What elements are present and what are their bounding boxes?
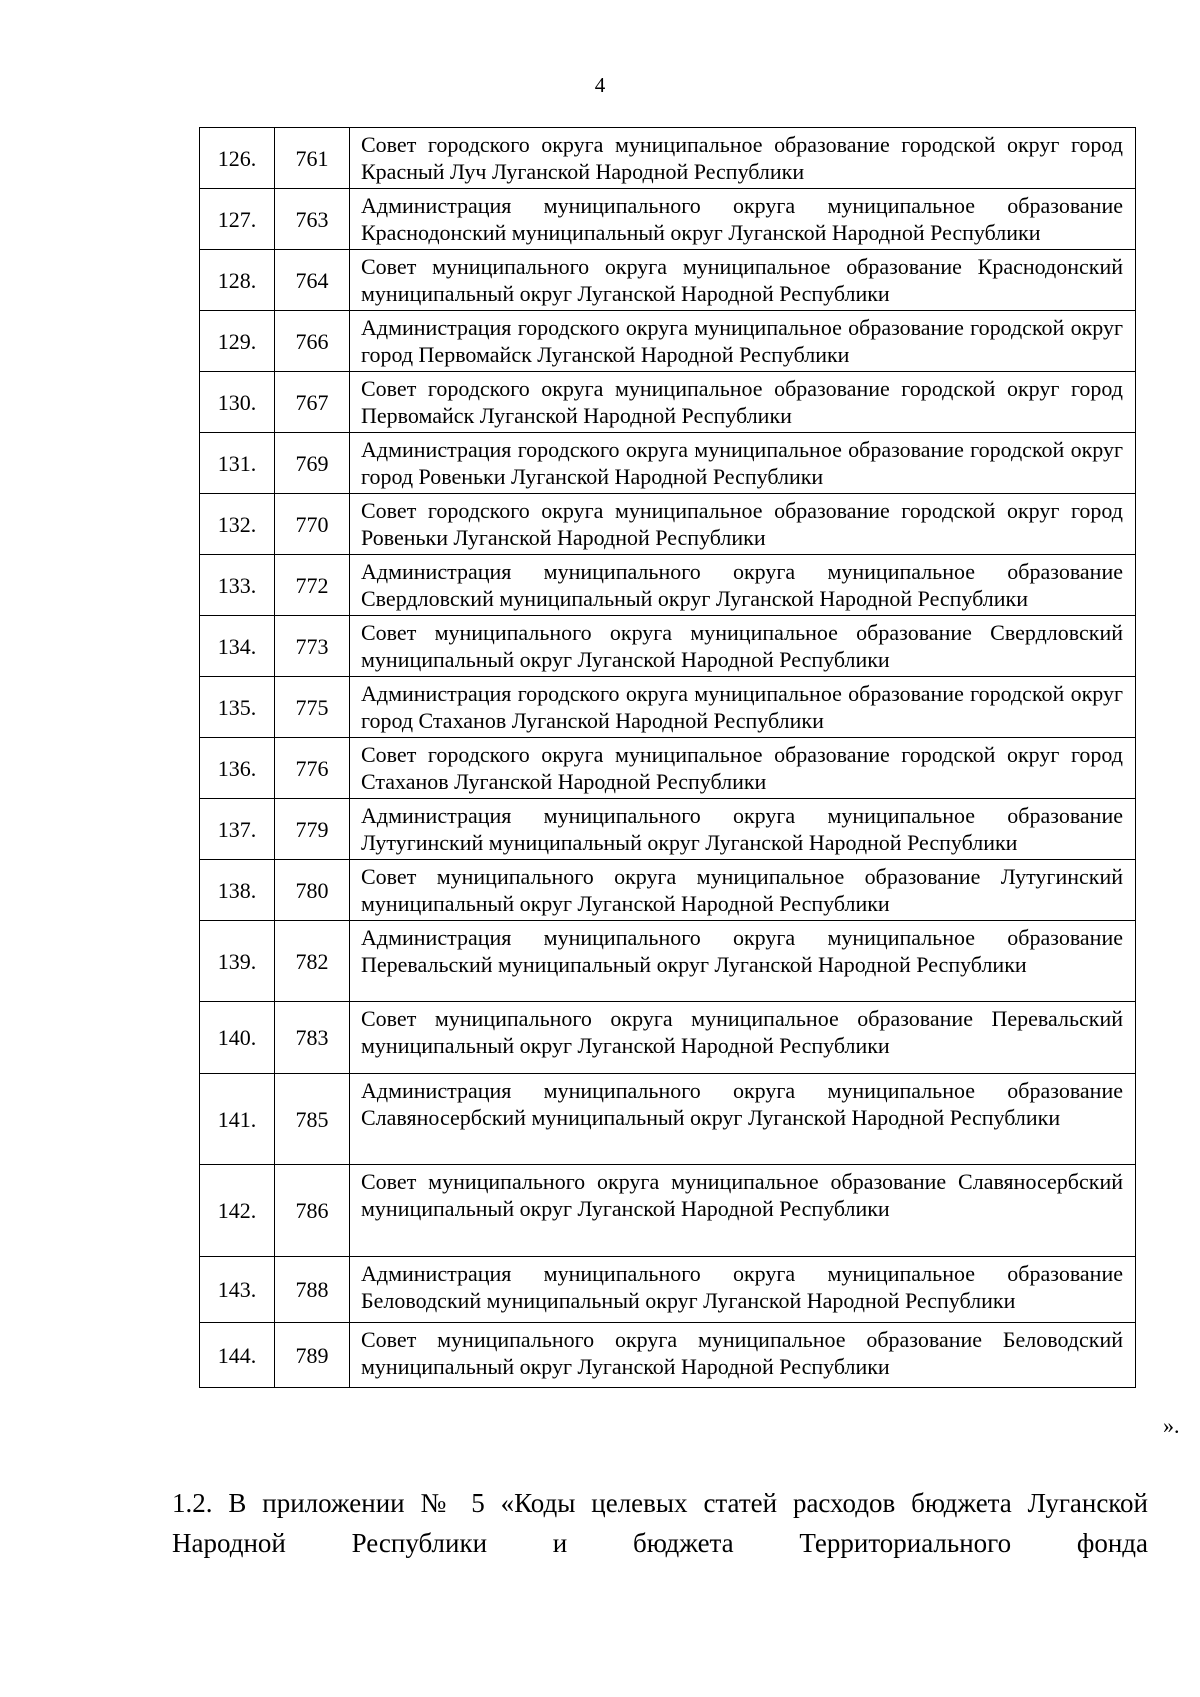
row-name: Совет городского округа муниципальное образование городской округ город Ровеньки Луганской Народной Республики	[350, 494, 1136, 555]
row-number: 142.	[200, 1165, 275, 1257]
table-row	[200, 1002, 1136, 1074]
row-name: Администрация городского округа муниципальное образование городской округ город Стаханов Луганской Народной Республики	[350, 677, 1136, 738]
table-row	[200, 1257, 1136, 1323]
row-code: 775	[275, 677, 350, 738]
table-row	[200, 250, 1136, 311]
row-name: Совет муниципального округа муниципальное образование Перевальский муниципальный округ Луганской Народной Республики	[350, 1002, 1136, 1074]
row-number: 139.	[200, 921, 275, 1002]
row-name: Администрация муниципального округа муниципальное образование Свердловский муниципальный округ Луганской Народной Республики	[350, 555, 1136, 616]
row-name: Администрация муниципального округа муниципальное образование Краснодонский муниципальный округ Луганской Народной Республики	[350, 189, 1136, 250]
row-code: 772	[275, 555, 350, 616]
table-row	[200, 1074, 1136, 1165]
codes-table-body	[200, 128, 1136, 1388]
row-code: 770	[275, 494, 350, 555]
table-row	[200, 372, 1136, 433]
row-code: 761	[275, 128, 350, 189]
table-row	[200, 1165, 1136, 1257]
codes-table-container	[199, 127, 1136, 1388]
row-number: 136.	[200, 738, 275, 799]
amendment-paragraph: 1.2. В приложении № 5 «Коды целевых статей расходов бюджета Луганской Народной Республики и бюджета Территориального фонда	[172, 1488, 1148, 1558]
row-code: 769	[275, 433, 350, 494]
row-name: Совет муниципального округа муниципальное образование Свердловский муниципальный округ Луганской Народной Республики	[350, 616, 1136, 677]
row-number: 128.	[200, 250, 275, 311]
row-number: 138.	[200, 860, 275, 921]
row-name: Совет городского округа муниципальное образование городской округ город Первомайск Луганской Народной Республики	[350, 372, 1136, 433]
row-number: 140.	[200, 1002, 275, 1074]
row-name: Совет городского округа муниципальное образование городской округ город Стаханов Луганской Народной Республики	[350, 738, 1136, 799]
row-code: 788	[275, 1257, 350, 1323]
table-row	[200, 860, 1136, 921]
row-number: 132.	[200, 494, 275, 555]
row-code: 789	[275, 1323, 350, 1388]
row-name: Совет городского округа муниципальное образование городской округ город Красный Луч Луганской Народной Республики	[350, 128, 1136, 189]
table-row	[200, 1323, 1136, 1388]
row-code: 764	[275, 250, 350, 311]
table-row	[200, 921, 1136, 1002]
table-closing-mark: ».	[1163, 1413, 1180, 1438]
row-number: 144.	[200, 1323, 275, 1388]
row-name: Совет муниципального округа муниципальное образование Славяносербский муниципальный округ Луганской Народной Республики	[350, 1165, 1136, 1257]
row-number: 127.	[200, 189, 275, 250]
row-number: 141.	[200, 1074, 275, 1165]
row-code: 767	[275, 372, 350, 433]
row-name: Администрация муниципального округа муниципальное образование Перевальский муниципальный округ Луганской Народной Республики	[350, 921, 1136, 1002]
row-number: 143.	[200, 1257, 275, 1323]
row-name: Совет муниципального округа муниципальное образование Беловодский муниципальный округ Луганской Народной Республики	[350, 1323, 1136, 1388]
row-number: 135.	[200, 677, 275, 738]
row-name: Совет муниципального округа муниципальное образование Краснодонский муниципальный округ Луганской Народной Республики	[350, 250, 1136, 311]
row-name: Администрация муниципального округа муниципальное образование Беловодский муниципальный округ Луганской Народной Республики	[350, 1257, 1136, 1323]
page-number: 4	[594, 73, 606, 97]
row-name: Администрация муниципального округа муниципальное образование Лутугинский муниципальный округ Луганской Народной Республики	[350, 799, 1136, 860]
row-number: 130.	[200, 372, 275, 433]
row-code: 786	[275, 1165, 350, 1257]
row-number: 134.	[200, 616, 275, 677]
row-code: 782	[275, 921, 350, 1002]
table-row	[200, 433, 1136, 494]
row-code: 779	[275, 799, 350, 860]
row-code: 780	[275, 860, 350, 921]
row-name: Администрация городского округа муниципальное образование городской округ город Первомайск Луганской Народной Республики	[350, 311, 1136, 372]
table-row	[200, 311, 1136, 372]
table-row	[200, 616, 1136, 677]
codes-table	[199, 127, 1136, 1388]
row-number: 137.	[200, 799, 275, 860]
row-code: 763	[275, 189, 350, 250]
table-row	[200, 494, 1136, 555]
row-code: 773	[275, 616, 350, 677]
row-code: 776	[275, 738, 350, 799]
row-number: 126.	[200, 128, 275, 189]
row-number: 133.	[200, 555, 275, 616]
row-code: 785	[275, 1074, 350, 1165]
row-code: 766	[275, 311, 350, 372]
row-code: 783	[275, 1002, 350, 1074]
table-row	[200, 799, 1136, 860]
table-row	[200, 677, 1136, 738]
table-row	[200, 738, 1136, 799]
table-row	[200, 189, 1136, 250]
row-name: Администрация муниципального округа муниципальное образование Славяносербский муниципальный округ Луганской Народной Республики	[350, 1074, 1136, 1165]
row-name: Администрация городского округа муниципальное образование городской округ город Ровеньки Луганской Народной Республики	[350, 433, 1136, 494]
row-number: 131.	[200, 433, 275, 494]
table-row	[200, 128, 1136, 189]
table-row	[200, 555, 1136, 616]
row-number: 129.	[200, 311, 275, 372]
row-name: Совет муниципального округа муниципальное образование Лутугинский муниципальный округ Луганской Народной Республики	[350, 860, 1136, 921]
